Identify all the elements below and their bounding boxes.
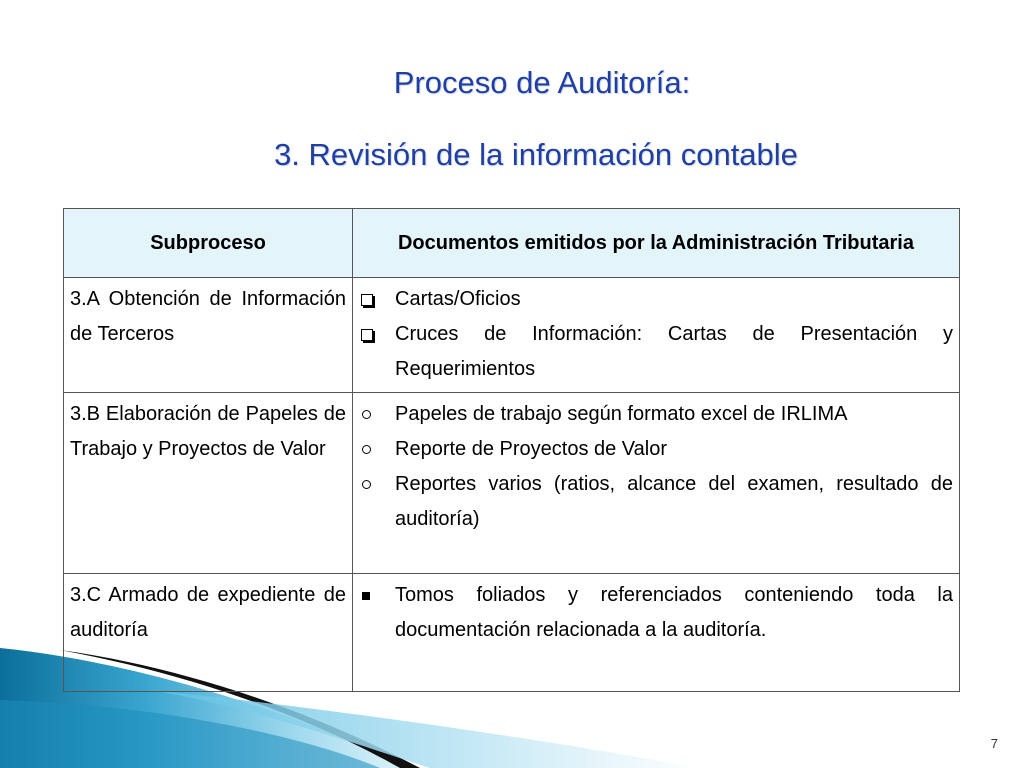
- list-item: [359, 467, 953, 537]
- list-item-text: Reportes varios (ratios, alcance del examen, resultado de auditoría): [395, 473, 953, 530]
- document-list: [359, 578, 953, 648]
- list-item-text: Cruces de Información: Cartas de Presentación y Requerimientos: [395, 323, 953, 380]
- subproceso-cell: 3.C Armado de expediente de auditoría: [64, 574, 353, 692]
- table-row: [64, 278, 960, 393]
- documentos-cell: [353, 278, 960, 393]
- documentos-cell: [353, 574, 960, 692]
- slide-subtitle: 3. Revisión de la información contable: [274, 137, 798, 172]
- checkbox-bullet-icon: [359, 282, 395, 317]
- header-subproceso: Subproceso: [64, 209, 353, 278]
- documentos-cell: [353, 393, 960, 574]
- list-item-text: Tomos foliados y referenciados conteniendo toda la documentación relacionada a la auditoría.: [395, 584, 953, 641]
- checkbox-bullet-icon: [359, 317, 395, 352]
- page-number: 7: [990, 736, 998, 751]
- subproceso-cell: 3.B Elaboración de Papeles de Trabajo y Proyectos de Valor: [64, 393, 353, 574]
- subproceso-cell: 3.A Obtención de Información de Terceros: [64, 278, 353, 393]
- list-item: [359, 317, 953, 387]
- circle-bullet-icon: [359, 397, 395, 432]
- list-item: [359, 282, 953, 317]
- table-row: [64, 393, 960, 574]
- document-list: [359, 397, 953, 537]
- table-row: [64, 574, 960, 692]
- circle-bullet-icon: [359, 467, 395, 502]
- circle-bullet-icon: [359, 432, 395, 467]
- square-bullet-icon: [359, 578, 395, 613]
- list-item: [359, 432, 953, 467]
- list-item-text: Papeles de trabajo según formato excel de IRLIMA: [395, 403, 848, 425]
- list-item: [359, 397, 953, 432]
- slide-title: Proceso de Auditoría:: [393, 65, 691, 100]
- list-item: [359, 578, 953, 648]
- list-item-text: Cartas/Oficios: [395, 288, 521, 310]
- process-table: [63, 208, 960, 692]
- header-documentos: Documentos emitidos por la Administración Tributaria: [353, 209, 960, 278]
- table-header-row: [64, 209, 960, 278]
- document-list: [359, 282, 953, 387]
- list-item-text: Reporte de Proyectos de Valor: [395, 438, 668, 460]
